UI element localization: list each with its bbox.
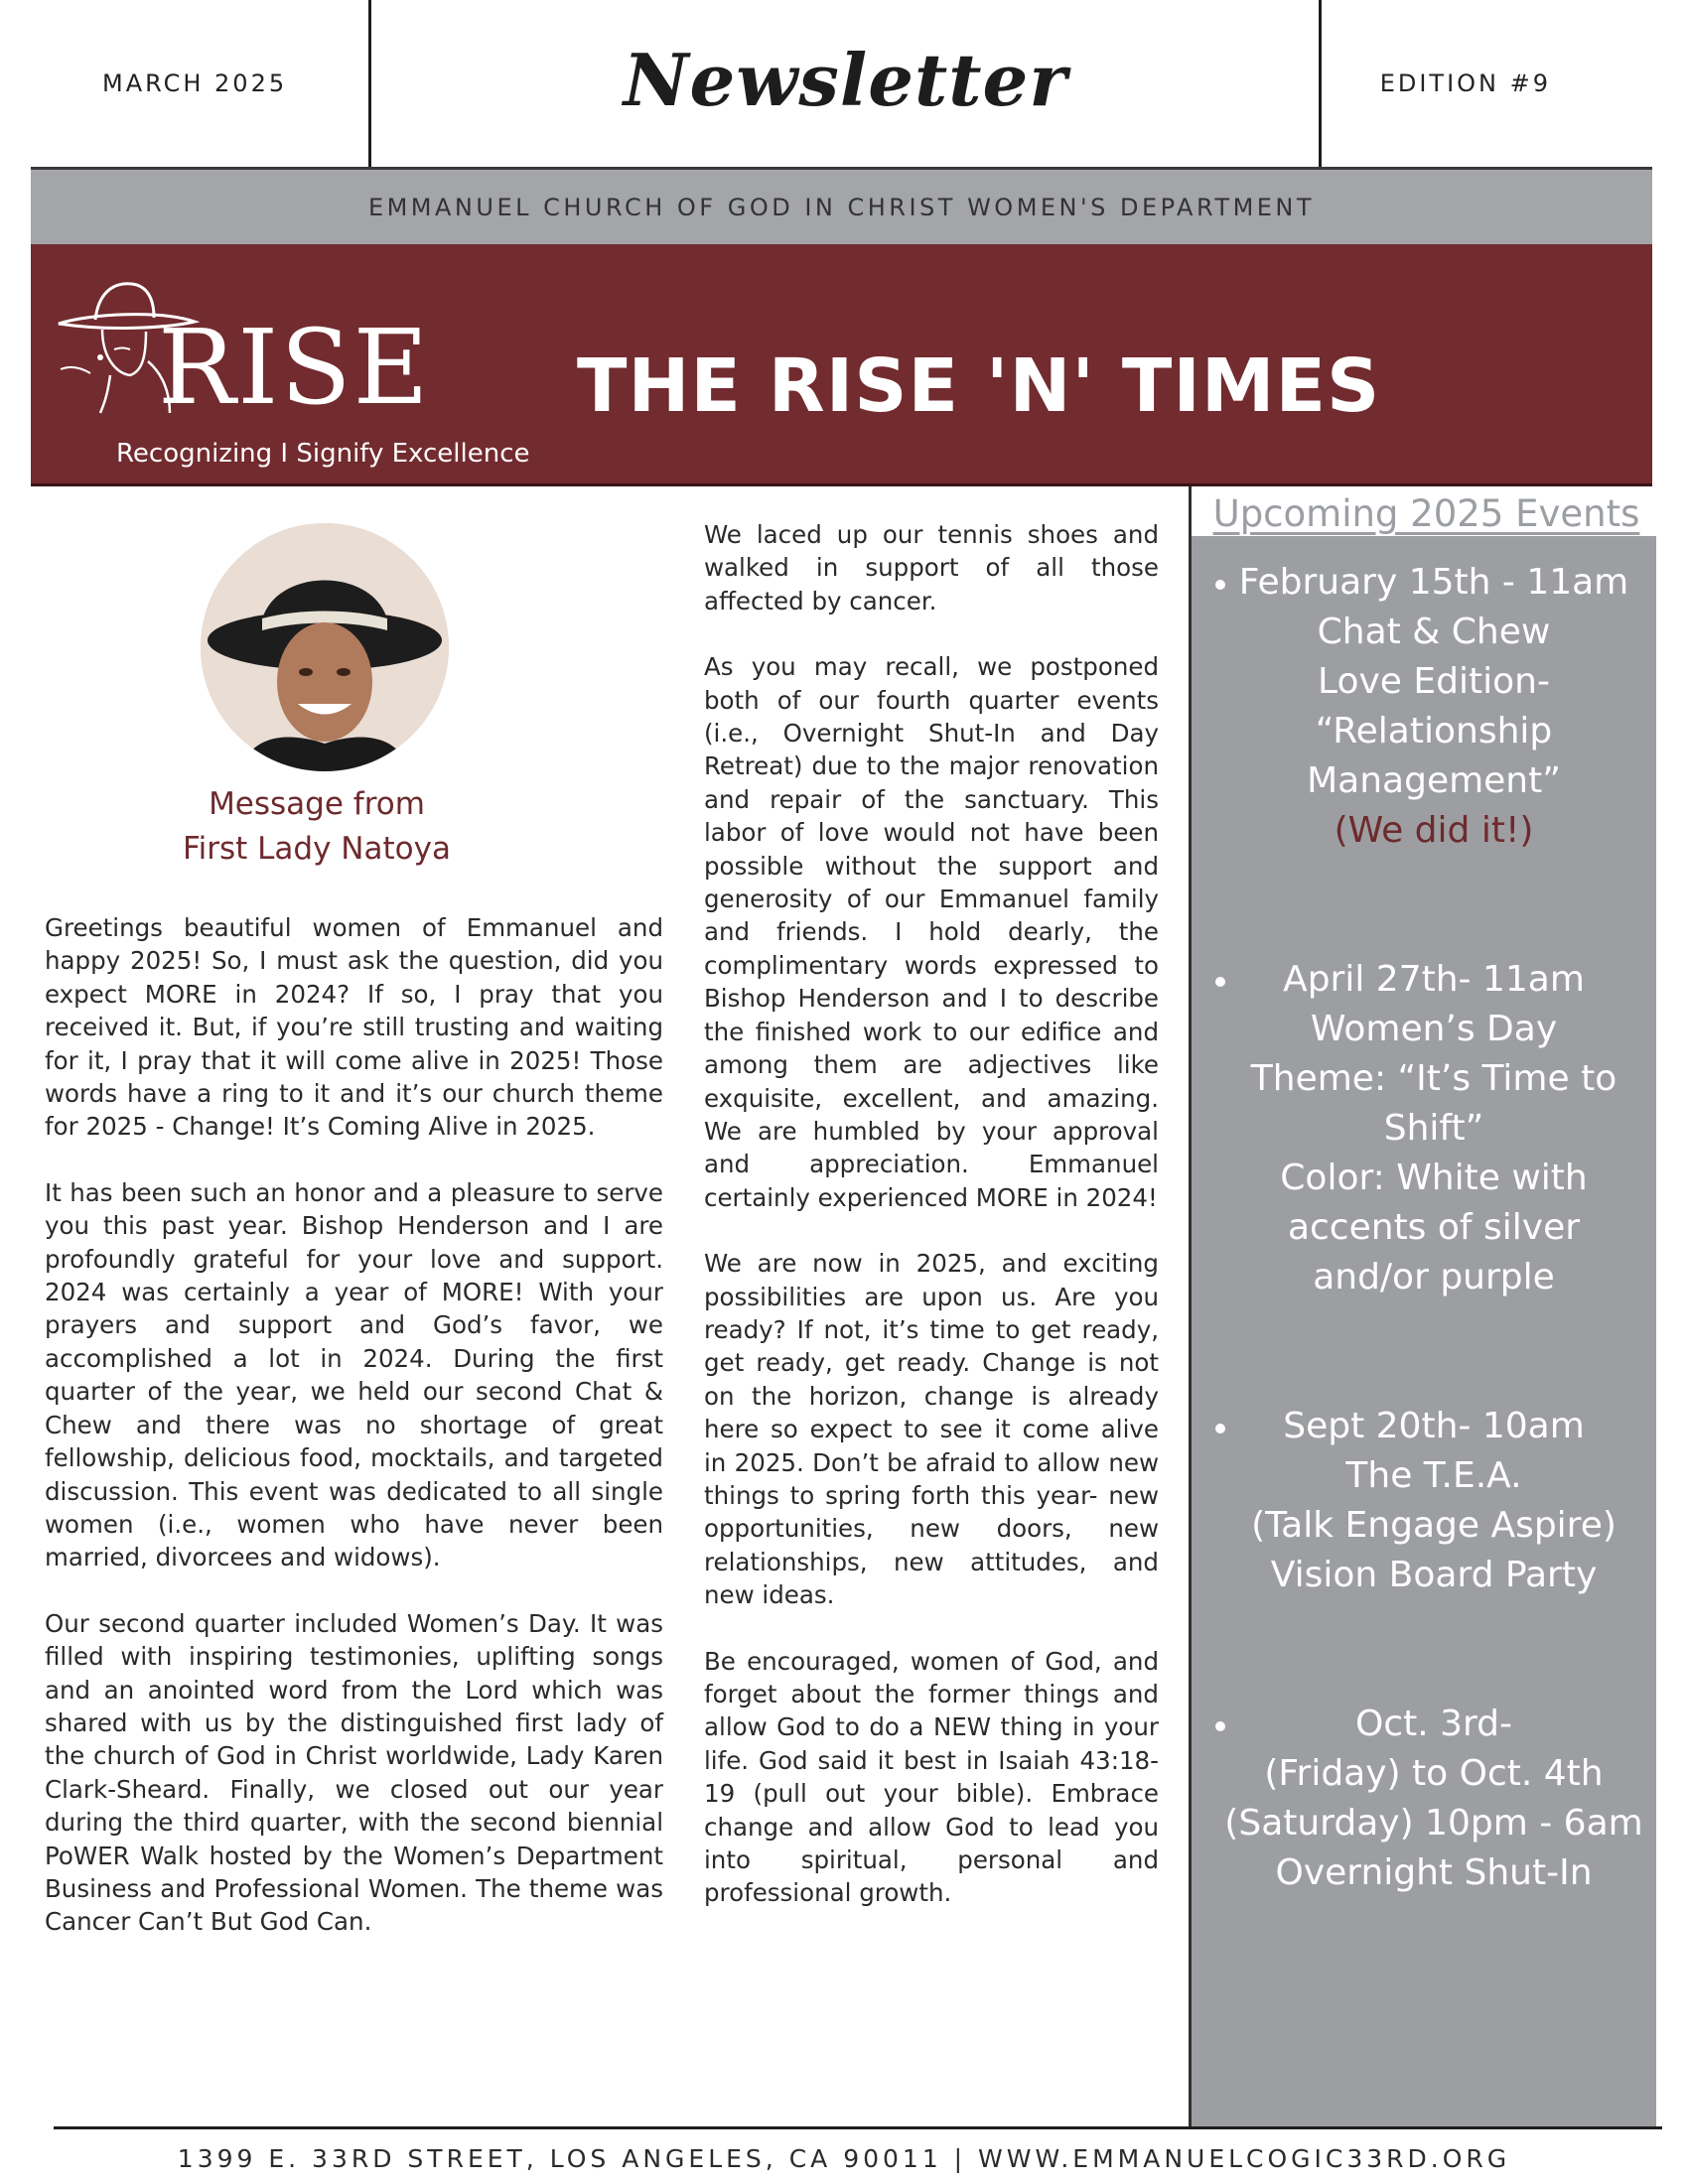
paragraph: We are now in 2025, and exciting possibilities are upon us. Are you ready? If not, it’s time to get ready, get ready, get ready. Change is not on the horizon, change is already here so expect to see it come alive in 2025. Don’t be afraid to allow new things to spring forth this year- new opportunities, new doors, new relationships, new attitudes, and new ideas. [704, 1249, 1159, 1610]
footer-rule [54, 2126, 1662, 2129]
paragraph: It has been such an honor and a pleasure to serve you this past year. Bishop Henderson and I are profoundly grateful for your love and support. 2024 was certainly a year of MORE! With your prayers and support and God’s favor, we accomplished a lot in 2024. During the first quarter of the year, we held our second Chat & Chew and there was no shortage of great fellowship, delicious food, mocktails, and targeted discussion. This event was dedicated to all single women (i.e., women who have never been married, divorcees and widows). [45, 1177, 663, 1572]
event-line: Women’s Day [1310, 1009, 1558, 1049]
bullet-icon [1215, 977, 1225, 987]
event-line: Chat & Chew [1317, 612, 1551, 652]
first-lady-portrait [201, 523, 449, 771]
events-title: Upcoming 2025 Events [1212, 492, 1640, 535]
event-line: February 15th - 11am [1238, 562, 1629, 603]
logo-tagline: Recognizing I Signify Excellence [116, 439, 530, 469]
bullet-icon [1215, 1721, 1225, 1731]
paragraph: We laced up our tennis shoes and walked in support of all those affected by cancer. [704, 520, 1159, 615]
department-bar: EMMANUEL CHURCH OF GOD IN CHRIST WOMEN'S DEPARTMENT [31, 167, 1652, 244]
event-line: (Saturday) 10pm - 6am [1224, 1803, 1643, 1843]
event-line: Theme: “It’s Time to [1250, 1058, 1618, 1099]
logo-wordmark: RISE [158, 307, 431, 428]
middle-column-text [704, 518, 1159, 1943]
message-heading-line2: First Lady Natoya [183, 831, 451, 867]
message-heading-line1: Message from [209, 786, 425, 822]
event-line: (Friday) to Oct. 4th [1264, 1753, 1604, 1794]
events-sidebar [1192, 486, 1656, 2126]
event-line: April 27th- 11am [1283, 959, 1585, 1000]
edition-number: EDITION #9 [1379, 69, 1551, 97]
issue-date: MARCH 2025 [102, 69, 288, 97]
event-line: “Relationship [1315, 711, 1553, 751]
paragraph: As you may recall, we postponed both of our fourth quarter events (i.e., Overnight Shut-In and Day Retreat) due to the major renovation and repair of the sanctuary. This labor of love would not have been possible without the support and generosity of our Emmanuel family and friends. I hold dearly, the complimentary words expressed to Bishop Henderson and I to describe the finished work to our edifice and among them are adjectives like exquisite, excellent, and amazing. We are humbled by your approval and appreciation. Emmanuel certainly experienced MORE in 2024! [704, 652, 1159, 1212]
paragraph: Our second quarter included Women’s Day. It was filled with inspiring testimonies, uplifting songs and an anointed word from the Lord which was shared with us by the distinguished first lady of the church of God in Christ worldwide, Lady Karen Clark-Sheard. Finally, we closed out our year during the third quarter, with the second biennial PoWER Walk hosted by the Women’s Department Business and Professional Women. The theme was Cancer Can’t But God Can. [45, 1608, 663, 1937]
event-line: Sept 20th- 10am [1283, 1406, 1585, 1446]
bullet-icon [1215, 580, 1225, 590]
header-divider [368, 0, 371, 167]
title-banner [31, 244, 1652, 486]
event-line: Overnight Shut-In [1275, 1852, 1593, 1893]
event-line: Color: White with [1280, 1158, 1588, 1198]
bullet-icon [1215, 1424, 1225, 1433]
event-line: Love Edition- [1318, 661, 1550, 702]
paragraph: Greetings beautiful women of Emmanuel and happy 2025! So, I must ask the question, did you expect MORE in 2024? If so, I pray that you received it. But, if you’re still trusting and waiting for it, I pray that it will come alive in 2025! Those words have a ring to it and it’s our church theme for 2025 - Change! It’s Coming Alive in 2025. [45, 913, 663, 1142]
publication-title: THE RISE 'N' TIMES [577, 343, 1381, 429]
portrait-image [201, 523, 449, 771]
event-item [1211, 1402, 1656, 1600]
event-line: The T.E.A. [1345, 1455, 1522, 1496]
event-line: Vision Board Party [1270, 1555, 1598, 1595]
paragraph: Be encouraged, women of God, and forget about the former things and allow God to do a NEW thing in your life. God said it best in Isaiah 43:18-19 (pull out your bible). Embrace change and allow God to lead you into spiritual, personal and professional growth. [704, 1646, 1159, 1908]
event-item [1211, 558, 1656, 856]
event-line: Oct. 3rd- [1354, 1704, 1513, 1744]
event-line: Management” [1307, 760, 1561, 801]
event-item [1211, 955, 1656, 1302]
event-line: and/or purple [1313, 1257, 1555, 1297]
footer-address: 1399 E. 33RD STREET, LOS ANGELES, CA 90011 | WWW.EMMANUELCOGIC33RD.ORG [177, 2144, 1511, 2173]
event-line: (Talk Engage Aspire) [1251, 1505, 1617, 1546]
header-divider [1319, 0, 1322, 167]
event-line: Shift” [1383, 1108, 1484, 1149]
event-item [1211, 1700, 1656, 1898]
newsletter-header [0, 0, 1688, 167]
rise-logo [51, 266, 530, 475]
event-line: accents of silver [1287, 1207, 1581, 1248]
event-status: (We did it!) [1334, 810, 1534, 851]
left-column-text [45, 911, 663, 1972]
masthead-title: Newsletter [623, 38, 1068, 122]
message-heading [45, 782, 589, 872]
